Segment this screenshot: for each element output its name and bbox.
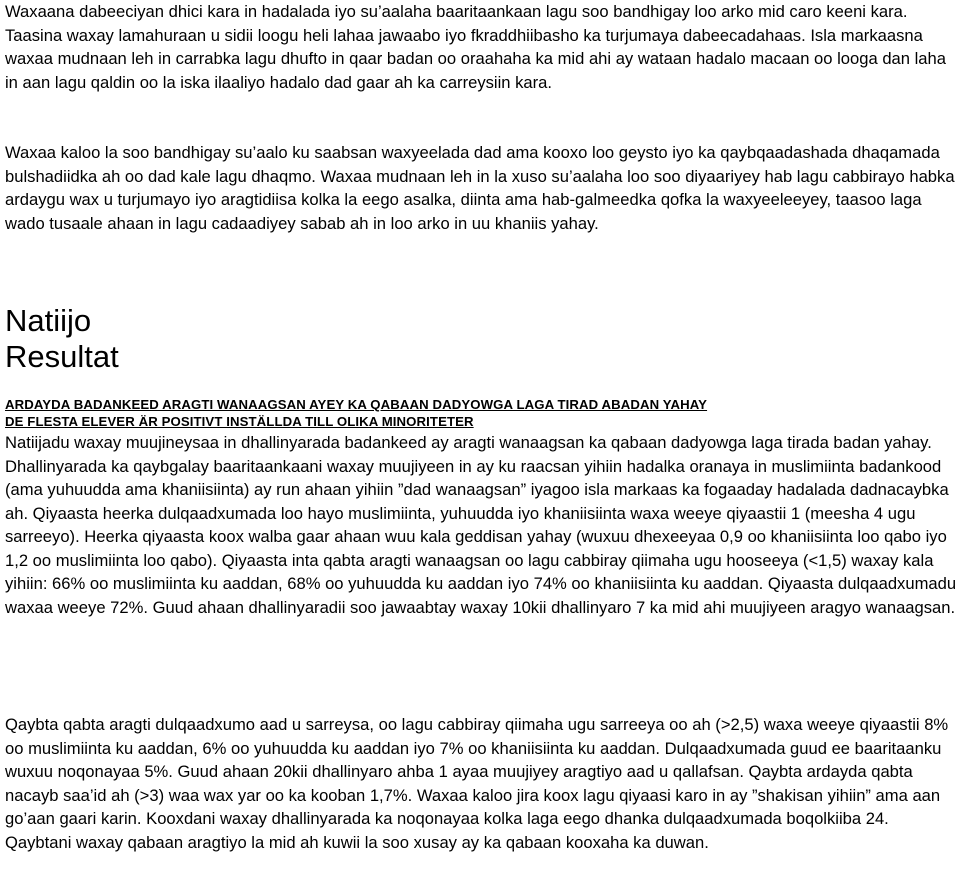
subheading-swedish: DE FLESTA ELEVER ÄR POSITIVT INSTÄLLDA TILL OLIKA MINORITETER [5, 414, 474, 429]
section-heading [5, 303, 119, 375]
result-paragraph-1: Natiijadu waxay muujineysaa in dhallinyarada badankeed ay aragti wanaagsan ka qabaan dadyowga laga tirada badan yahay. Dhallinyarada ka qaybgalay baaritaankaani waxay muujiyeen in ay ku raacsan yihiin hadalka oranaya in muslimiinta badankood (ama yuhuudda ama khaniisiinta) ay run ahaan yihiin ”dad wanaagsan” iyagoo isla markaas ka fogaaday hadalada dadnacaybka ah. Qiyaasta heerka dulqaadxumada loo hayo muslimiinta, yuhuudda iyo khaniisiinta waxa weeye qiyaastii 1 (meesha 4 ugu sarreeyo). Heerka qiyaasta koox walba gaar ahaan wuu kala geddisan yahay (wuxuu dhexeeyaa 0,9 oo khaniisiinta loo qabo iyo 1,2 oo muslimiinta loo qabo). Qiyaasta inta qabta aragti wanaagsan oo lagu cabbiray qiimaha ugu hooseeya (<1,5) waxay kala yihiin: 66% oo muslimiinta ku aaddan, 68% oo yuhuudda ku aaddan iyo 74% oo khaniisiinta ku aaddan. Qiyaasta dulqaadxumadu waxaa weeye 72%. Guud ahaan dhallinyaradii soo jawaabtay waxay 10kii dhallinyaro 7 ka mid ahi muujiyeen aragyo wanaagsan. [5, 433, 957, 617]
result-paragraph-2: Qaybta qabta aragti dulqaadxumo aad u sarreysa, oo lagu cabbiray qiimaha ugu sarreeya oo ah (>2,5) waxa weeye qiyaastii 8% oo muslimiinta ku aaddan, 6% oo yuhuudda ku aaddan iyo 7% oo khaniisiinta ku aaddan. Dulqaadxumada guud ee baaritaanku wuxuu noqonayaa 5%. Guud ahaan 20kii dhallinyaro ahba 1 ayaa muujiyey aragtiyo aad u qallafsan. Qaybta ardayda qabta nacayb saa’id ah (>3) waa wax yar oo ka kooban 1,7%. Waxaa kaloo jira koox lagu qiyaasi karo in ay ”shakisan yihiin” ama aan go’aan gaari karin. Kooxdani waxay dhallinyarada ka noqonayaa kolka laga eego dhanka dulqaadxumada boqolkiiba 24. Qaybtani waxay qabaan aragtiyo la mid ah kuwii la soo xusay ay ka qabaan kooxaha ka duwan. [5, 715, 949, 852]
section-heading-somali: Natiijo [5, 303, 92, 338]
section-heading-swedish: Resultat [5, 339, 119, 374]
intro-paragraph-2: Waxaa kaloo la soo bandhigay su’aalo ku saabsan waxyeelada dad ama kooxo loo geysto iyo ka qaybqaadashada dhaqamada bulshadiidka ah oo dad kale lagu dhaqmo. Waxaa mudnaan leh in la xuso su’aalaha loo soo diyaariyey hab lagu cabbirayo habka ardaygu wax u turjumayo iyo aragtidiisa kolka la eego asalka, diinta ama hab-galmeedka qofka la waxyeeleeyey, taasoo laga wado tusaale ahaan in lagu cadaadiyey sabab ah in loo arko in uu khaniis yahay. [5, 143, 955, 233]
subheading-somali: ARDAYDA BADANKEED ARAGTI WANAAGSAN AYEY KA QABAAN DADYOWGA LAGA TIRAD ABADAN YAHAY [5, 397, 708, 412]
intro-paragraph-1: Waxaana dabeeciyan dhici kara in hadalada iyo su’aalaha baaritaankaan lagu soo bandhigay loo arko mid caro keeni kara. Taasina waxay lamahuraan u sidii loogu heli lahaa jawaabo iyo fkraddhiibasho ka turjumaya dabeecadahaas. Isla markaasna waxaa mudnaan leh in carrabka lagu dhufto in qaar badan oo oraahaha ka mid ahi ay wataan hadalo macaan oo looga dan laha in aan lagu qaldin oo la iska ilaaliyo hadalo dad gaar ah ka carreysiin kara. [5, 2, 946, 92]
